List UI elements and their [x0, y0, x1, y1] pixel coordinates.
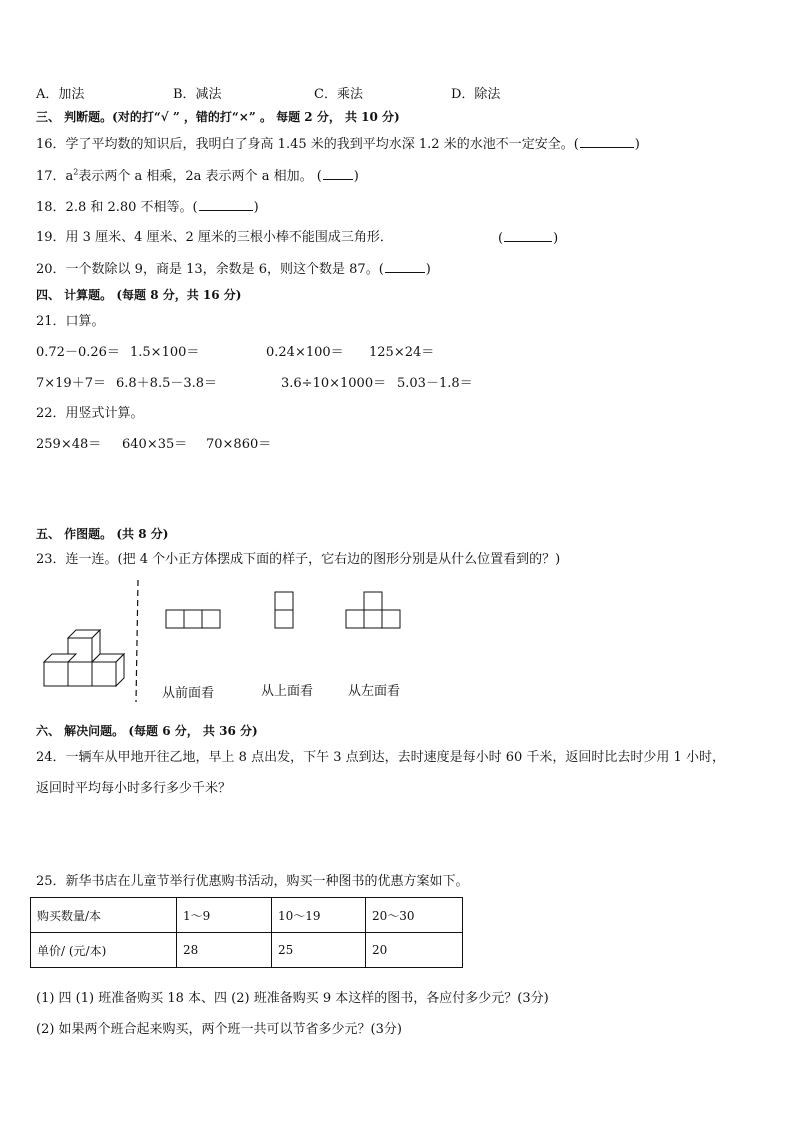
- question-23-text: 23．连一连。(把 4 个小正方体摆成下面的样子，它右边的图形分别是从什么位置看到的？): [36, 552, 561, 567]
- table-cell: 10～19: [272, 898, 366, 933]
- q16-text: 16．学了平均数的知识后，我明白了身高 1.45 米的我到平均水深 1.2 米的水池不一定安全。(: [36, 137, 579, 152]
- section-3-header: 三、 判断题。(对的打“√ ” ，错的打“×” 。 每题 2 分， 共 10 分): [36, 110, 400, 124]
- calc-item: 6.8＋8.5－3.8＝: [116, 376, 218, 391]
- question-19: [36, 230, 393, 246]
- calc-item: 0.72－0.26＝: [36, 345, 120, 360]
- table-row: [31, 898, 463, 933]
- left-view-drawing: [346, 592, 400, 628]
- question-25-intro: 25．新华书店在儿童节举行优惠购书活动，购买一种图书的优惠方案如下。: [36, 874, 469, 889]
- option-c: C．乘法: [314, 87, 363, 102]
- table-row: [31, 933, 463, 968]
- q19-close: ): [553, 231, 559, 246]
- answer-blank-18[interactable]: [199, 199, 253, 211]
- front-view-drawing: [166, 610, 220, 628]
- table-cell: 1～9: [177, 898, 272, 933]
- dashed-divider: [136, 580, 138, 702]
- calc-item: 3.6÷10×1000＝: [281, 376, 387, 391]
- option-a: A．加法: [36, 87, 85, 102]
- view-label-front[interactable]: 从前面看: [162, 686, 215, 701]
- q19-text: 19．用 3 厘米、4 厘米、2 厘米的三根小棒不能围成三角形．: [36, 230, 393, 245]
- question-25-sub1: (1) 四 (1) 班准备购买 18 本、四 (2) 班准备购买 9 本这样的图书，各应付多少元？(3分): [36, 991, 549, 1006]
- section-5-header: 五、 作图题。 (共 8 分): [36, 527, 169, 541]
- answer-blank-19[interactable]: [504, 230, 552, 242]
- q18-text: 18．2.8 和 2.80 不相等。(: [36, 200, 198, 215]
- q17-close: ): [353, 169, 359, 184]
- view-label-top[interactable]: 从上面看: [261, 684, 314, 699]
- question-16: [36, 136, 640, 153]
- table-cell: 20～30: [366, 898, 463, 933]
- section-4-header: 四、 计算题。 (每题 8 分，共 16 分): [36, 288, 242, 302]
- q18-close: ): [253, 200, 259, 215]
- option-d: D．除法: [451, 87, 501, 102]
- question-25-sub2: (2) 如果两个班合起来购买，两个班一共可以节省多少元？(3分): [36, 1022, 402, 1037]
- q16-close: ): [634, 137, 640, 152]
- q17-pre: 17．a: [36, 169, 74, 184]
- table-cell: 购买数量/本: [31, 898, 177, 933]
- question-24-line1: 24．一辆车从甲地开往乙地，早上 8 点出发，下午 3 点到达，去时速度是每小时 60 千米，返回时比去时少用 1 小时，: [36, 750, 725, 765]
- vertical-calc-item: 259×48＝: [36, 437, 102, 452]
- table-cell: 20: [366, 933, 463, 968]
- vertical-calc-item: 640×35＝: [122, 437, 188, 452]
- top-view-drawing: [275, 592, 293, 628]
- q20-text: 20．一个数除以 9，商是 13，余数是 6，则这个数是 87。(: [36, 262, 384, 277]
- table-cell: 单价/ (元/本): [31, 933, 177, 968]
- question-17: [36, 168, 359, 185]
- question-21-title: 21．口算。: [36, 314, 105, 329]
- question-24-line2: 返回时平均每小时多行多少千米？: [36, 781, 232, 796]
- calc-item: 125×24＝: [369, 345, 435, 360]
- cube-stack-drawing: [44, 630, 124, 686]
- answer-blank-20[interactable]: [385, 261, 425, 273]
- question-19-answer: [498, 230, 558, 247]
- answer-blank-16[interactable]: [580, 136, 634, 148]
- view-label-left[interactable]: 从左面看: [348, 684, 401, 699]
- q17-superscript: 2: [73, 167, 79, 177]
- table-cell: 28: [177, 933, 272, 968]
- vertical-calc-item: 70×860＝: [206, 437, 272, 452]
- table-cell: 25: [272, 933, 366, 968]
- question-20: [36, 261, 431, 278]
- calc-item: 7×19＋7＝: [36, 376, 106, 391]
- question-18: [36, 199, 259, 216]
- option-b: B．减法: [173, 87, 222, 102]
- calc-item: 1.5×100＝: [130, 345, 200, 360]
- q17-post: 表示两个 a 相乘，2a 表示两个 a 相加。 (: [78, 169, 322, 184]
- q20-close: ): [425, 262, 431, 277]
- question-22-title: 22．用竖式计算。: [36, 406, 144, 421]
- answer-blank-17[interactable]: [323, 168, 353, 180]
- price-table: [30, 897, 463, 968]
- calc-item: 0.24×100＝: [266, 345, 344, 360]
- q19-open: (: [498, 231, 504, 246]
- section-6-header: 六、 解决问题。 (每题 6 分， 共 36 分): [36, 724, 258, 738]
- calc-item: 5.03－1.8＝: [397, 376, 473, 391]
